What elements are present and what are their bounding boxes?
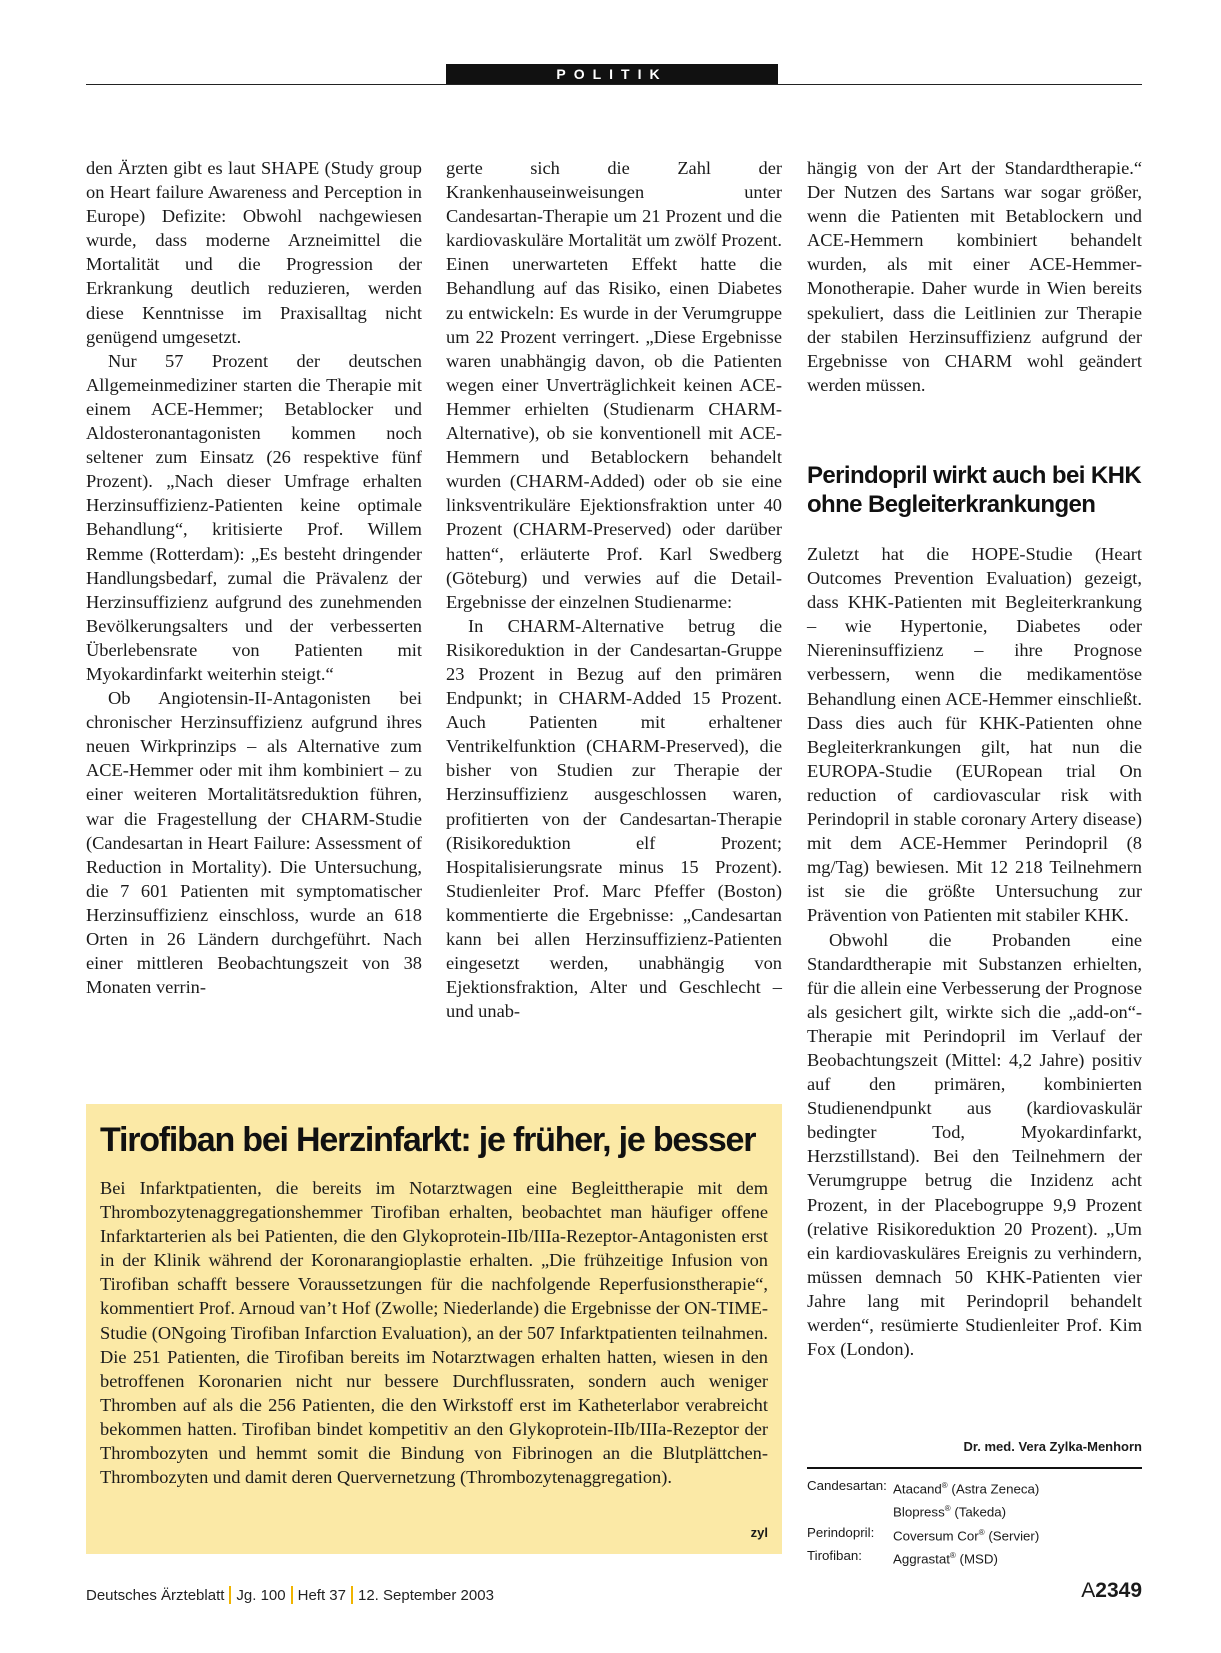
article-column-2 (446, 156, 782, 1023)
footer-separator (229, 1586, 231, 1604)
drug-brand (893, 1476, 1039, 1499)
paragraph: den Ärzten gibt es laut SHAPE (Study group on Heart failure Awareness and Perception in Europe) Defizite: Obwohl nachgewiesen wurde, dass moderne Arzneimittel die Mortalität und die Progression der Erkrankung deutlich reduzieren, werden diese Kenntnisse im Praxisalltag nicht genügend umgesetzt. (86, 158, 422, 347)
paragraph: hängig von der Art der Standardtherapie.“ Der Nutzen des Sartans war sogar größer, wenn die Patienten mit Betablockern und ACE-Hemmern kombiniert behandelt wurden, als mit einer ACE-Hemmer-Monotherapie. Daher wurde in Wien bereits spekuliert, dass die Leitlinien zur Therapie der stabilen Herzinsuffizienz aufgrund der Ergebnisse von CHARM wohl geändert werden müssen. (807, 158, 1142, 395)
drug-name: Perindopril: (807, 1524, 875, 1540)
drug-brand-name: Atacand (893, 1481, 942, 1497)
drug-brand-name: Aggrastat (893, 1551, 950, 1567)
drug-row (807, 1499, 1142, 1522)
section-label: POLITIK (446, 64, 778, 85)
drug-brand (893, 1499, 1006, 1522)
drug-name (807, 1499, 893, 1522)
paragraph: Nur 57 Prozent der deutschen Allgemeinmediziner starten die Therapie mit einem ACE-Hemmer; Betablocker und Aldosteronantagonisten kommen noch seltener zum Einsatz (26 respektive fünf Prozent). „Nach dieser Umfrage erhalten Herzinsuffizienz-Patienten keine optimale Behandlung“, kritisierte Prof. Willem Remme (Rotterdam): „Es besteht dringender Handlungsbedarf, zumal die Prävalenz der Herzinsuffizienz aufgrund des zunehmenden Bevölkerungsalters und der verbesserten Überlebensrate von Patienten mit Myokardinfarkt weiterhin steigt.“ (86, 350, 422, 684)
paragraph: Obwohl die Probanden eine Standardtherapie mit Substanzen erhielten, für die allein eine Verbesserung der Prognose als gesichert gilt, wirkte sich die „add-on“-Therapie mit Perindopril im Verlauf der Beobachtungszeit (Mittel: 4,2 Jahre) positiv auf den primären, kombinierten Studienendpunkt aus (kardiovaskulär bedingter Tod, Myokardinfarkt, Herzstillstand). Bei den Teilnehmern der Verumgruppe betrug die Inzidenz acht Prozent, in der Placebogruppe 9,9 Prozent (relative Risikoreduktion 20 Prozent). „Um ein kardiovaskuläres Ereignis zu verhindern, müssen demnach 50 KHK-Patienten vier Jahre lang mit Perindopril behandelt werden“, resümierte Studienleiter Prof. Kim Fox (London). (807, 929, 1142, 1360)
article-column-3 (807, 156, 1142, 397)
paragraph: Ob Angiotensin-II-Antagonisten bei chronischer Herzinsuffizienz aufgrund ihres neuen Wirkprinzips – als Alternative zum ACE-Hemmer oder mit ihm kombiniert – zu einer weiteren Mortalitätsreduktion führen, war die Fragestellung der CHARM-Studie (Candesartan in Heart Failure: Assessment of Reduction in Mortality). Die Untersuchung, die 7 601 Patienten mit symptomatischer Herzinsuffizienz einschloss, wurde an 618 Orten in 26 Ländern durchgeführt. Nach einer mittleren Beobachtungszeit von 38 Monaten verrin- (86, 688, 422, 998)
info-box-signature: zyl (750, 1525, 768, 1540)
page-number-value: 2349 (1095, 1579, 1142, 1602)
drug-name: Tirofiban: (807, 1548, 862, 1564)
drug-brand (893, 1523, 1039, 1546)
paragraph: Zuletzt hat die HOPE-Studie (Heart Outcomes Prevention Evaluation) gezeigt, dass KHK-Patienten mit Begleiterkrankung – wie Hypertonie, Diabetes oder Niereninsuffizienz – ihre Prognose verbessern, wenn die medikamentöse Behandlung einen ACE-Hemmer einschließt. Dass dies auch für KHK-Patienten ohne Begleiterkrankungen gilt, hat nun die EUROPA-Studie (EURopean trial On reduction of cardiovascular risk with Perindopril in stable coronary Artery disease) mit dem ACE-Hemmer Perindopril (8 mg/Tag) bewiesen. Mit 12 218 Teilnehmern ist sie die größte Untersuchung zur Prävention von Patienten mit stabiler KHK. (807, 544, 1142, 926)
issue: Heft 37 (297, 1586, 346, 1604)
drug-row (807, 1476, 1142, 1499)
volume: Jg. 100 (236, 1586, 286, 1604)
issue-date: 12. September 2003 (358, 1586, 494, 1604)
article-column-3-continued (807, 542, 1142, 1361)
drug-maker: (Astra Zeneca) (947, 1481, 1040, 1497)
drug-row (807, 1523, 1142, 1546)
drug-maker: (Servier) (984, 1528, 1040, 1544)
subheading: Perindopril wirkt auch bei KHK ohne Begleiterkrankungen (807, 462, 1142, 518)
paragraph: gerte sich die Zahl der Krankenhauseinweisungen unter Candesartan-Therapie um 21 Prozent und die kardiovaskuläre Mortalität um zwölf Prozent. Einen unerwarteten Effekt hatte die Behandlung auf das Risiko, einen Diabetes zu entwickeln: Es wurde in der Verumgruppe um 22 Prozent verringert. „Diese Ergebnisse waren unabhängig davon, ob die Patienten wegen einer Unverträglichkeit keinen ACE-Hemmer erhielten (Studienarm CHARM-Alternative), ob sie konventionell mit ACE-Hemmern und Betablockern behandelt wurden (CHARM-Added) oder ob sie eine linksventrikuläre Ejektionsfraktion unter 40 Prozent (CHARM-Preserved) oder darüber hatten“, erläuterte Prof. Karl Swedberg (Göteburg) und verwies auf die Detail-Ergebnisse der einzelnen Studienarme: (446, 158, 782, 612)
author-byline: Dr. med. Vera Zylka-Menhorn (963, 1439, 1142, 1454)
registered-mark: ® (941, 1481, 948, 1490)
info-box-title: Tirofiban bei Herzinfarkt: je früher, je besser (100, 1121, 756, 1159)
drug-name: Candesartan: (807, 1478, 887, 1493)
registered-mark: ® (944, 1504, 951, 1514)
registered-mark: ® (978, 1527, 985, 1537)
footer-separator (291, 1586, 293, 1604)
registered-mark: ® (949, 1551, 956, 1561)
article-column-1 (86, 156, 422, 999)
page-number (1081, 1579, 1142, 1603)
paragraph: In CHARM-Alternative betrug die Risikoreduktion in der Candesartan-Gruppe 23 Prozent in Bezug auf den primären Endpunkt; in CHARM-Added 15 Prozent. Auch Patienten mit erhaltener Ventrikelfunktion (CHARM-Preserved), die bisher von Studien zur Therapie der Herzinsuffizienz ausgeschlossen waren, profitierten von der Candesartan-Therapie (Risikoreduktion elf Prozent; Hospitalisierungsrate minus 15 Prozent). Studienleiter Prof. Marc Pfeffer (Boston) kommentierte die Ergebnisse: „Candesartan kann bei allen Herzinsuffizienz-Patienten eingesetzt werden, unabhängig von Ejektionsfraktion, Alter und Geschlecht – und unab- (446, 615, 782, 1022)
page-prefix: A (1081, 1579, 1096, 1602)
drug-brand-name: Blopress (893, 1504, 945, 1520)
drug-maker: (Takeda) (950, 1504, 1007, 1520)
drug-list-rule (807, 1467, 1142, 1469)
drug-list (807, 1476, 1142, 1570)
footer (86, 1586, 494, 1604)
drug-brand-name: Coversum Cor (893, 1528, 979, 1544)
info-box (86, 1104, 782, 1554)
drug-brand (893, 1546, 998, 1569)
header-rule (86, 84, 1142, 85)
journal-name: Deutsches Ärzteblatt (86, 1586, 225, 1604)
footer-separator (351, 1586, 353, 1604)
drug-maker: (MSD) (955, 1551, 998, 1567)
info-box-text: Bei Infarktpatienten, die bereits im Notarztwagen eine Begleittherapie mit dem Thrombozytenaggregationshemmer Tirofiban erhalten, beobachtet man häufiger offene Infarktarterien als bei Patienten, die den Glykoprotein-IIb/IIIa-Rezeptor-Antagonisten erst in der Klinik während der Koronarangioplastie erhalten. „Die frühzeitige Infusion von Tirofiban schafft bessere Voraussetzungen für die nachfolgende Reperfusionstherapie“, kommentiert Prof. Arnoud van’t Hof (Zwolle; Niederlande) die Ergebnisse der ON-TIME-Studie (ONgoing Tirofiban Infarction Evaluation), an der 507 Infarktpatienten teilnahmen. Die 251 Patienten, die Tirofiban bereits im Notarztwagen erhalten hatten, wiesen in den betroffenen Koronarien nicht nur bessere Durchflussraten, sondern auch weniger Thromben auf als die 256 Patienten, die den Wirkstoff erst im Katheterlabor verabreicht bekommen hatten. Tirofiban bindet kompetitiv an den Glykoprotein-IIb/IIIa-Rezeptor der Thrombozyten und hemmt somit die Bindung von Fibrinogen an die Blutplättchen-Thrombozyten und damit deren Quervernetzung (Thrombozytenaggregation). (100, 1178, 768, 1488)
drug-row (807, 1546, 1142, 1569)
